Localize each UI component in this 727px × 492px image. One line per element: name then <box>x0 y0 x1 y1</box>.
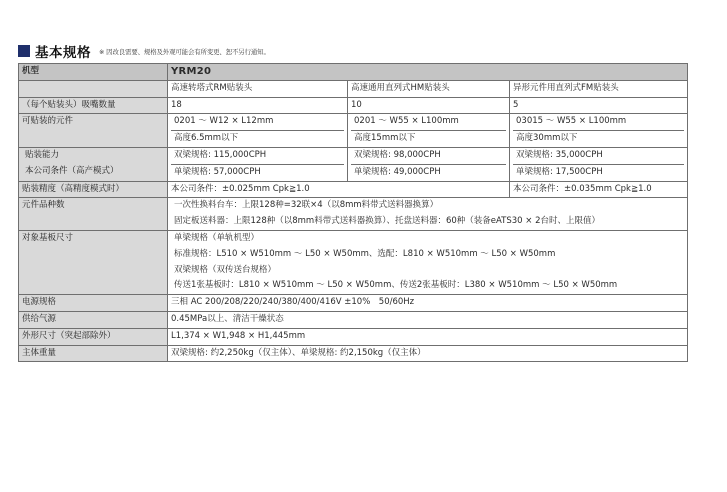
component-cell-hm <box>348 114 510 148</box>
component-height-fm: 高度30mm以下 <box>513 130 684 147</box>
capability-dual-rm: 双梁规格: 115,000CPH <box>174 149 267 160</box>
head-type-row <box>19 80 688 97</box>
component-height-hm: 高度15mm以下 <box>351 130 506 147</box>
air-value: 0.45MPa以上、清洁干燥状态 <box>168 311 688 328</box>
component-size-rm: 0201 ～ W12 × L12mm <box>174 116 274 127</box>
accuracy-label: 贴装精度（高精度模式时） <box>19 181 168 198</box>
head-type-hm: 高速通用直列式HM贴装头 <box>348 80 510 97</box>
model-row <box>19 64 688 81</box>
head-type-fm: 异形元件用直列式FM贴装头 <box>510 80 688 97</box>
accuracy-row <box>19 181 688 198</box>
varieties-line-2: 固定板送料器：上限128种（以8mm料带式送料器换算）、托盘送料器：60种（装备eATS30 × 2台时、上限值） <box>174 216 600 227</box>
capability-single-rm: 单梁规格: 57,000CPH <box>171 164 344 181</box>
capability-cell-rm <box>168 147 348 181</box>
capability-single-hm: 单梁规格: 49,000CPH <box>351 164 506 181</box>
component-cell-fm <box>510 114 688 148</box>
varieties-label: 元件品种数 <box>19 198 168 231</box>
power-row <box>19 295 688 312</box>
board-line-3: 双梁规格（双传送台规格） <box>174 264 277 275</box>
air-label: 供给气源 <box>19 311 168 328</box>
nozzle-value-hm: 10 <box>348 97 510 114</box>
component-size-fm: 03015 ～ W55 × L100mm <box>516 116 627 127</box>
capability-row <box>19 147 688 181</box>
board-line-4: 传送1张基板时：L810 × W510mm ～ L50 × W50mm、传送2张基板时：L380 × W510mm ～ L50 × W50mm <box>174 280 618 291</box>
dimensions-label: 外形尺寸（突起部除外） <box>19 328 168 345</box>
capability-dual-hm: 双梁规格: 98,000CPH <box>354 149 441 160</box>
nozzle-value-fm: 5 <box>510 97 688 114</box>
air-row <box>19 311 688 328</box>
capability-single-fm: 单梁规格: 17,500CPH <box>513 164 684 181</box>
board-row <box>19 230 688 294</box>
nozzle-label: （每个贴装头）吸嘴数量 <box>19 97 168 114</box>
nozzle-row <box>19 97 688 114</box>
power-label: 电源规格 <box>19 295 168 312</box>
model-value: YRM20 <box>168 64 688 81</box>
heading-square-icon <box>18 45 30 57</box>
capability-label-cell <box>19 147 168 181</box>
capability-condition-label: 本公司条件（高产模式） <box>25 166 119 177</box>
capability-cell-hm <box>348 147 510 181</box>
varieties-line-1: 一次性换料台车：上限128种=32联×4（以8mm料带式送料器换算） <box>174 200 439 211</box>
weight-value: 双梁规格: 约2,250kg（仅主体）、单梁规格: 约2,150kg（仅主体） <box>168 345 688 362</box>
power-value: 三相 AC 200/208/220/240/380/400/416V ±10% 50/60Hz <box>168 295 688 312</box>
board-line-1: 单梁规格（单轨机型） <box>174 232 260 243</box>
accuracy-value-fm: 本公司条件：±0.035mm Cpk≧1.0 <box>510 181 688 198</box>
weight-label: 主体重量 <box>19 345 168 362</box>
component-size-hm: 0201 ～ W55 × L100mm <box>354 116 459 127</box>
board-cell <box>168 230 688 294</box>
section-title: 基本规格 <box>35 45 91 61</box>
capability-cell-fm <box>510 147 688 181</box>
section-heading <box>18 42 270 60</box>
model-label: 机型 <box>19 64 168 81</box>
component-height-rm: 高度6.5mm以下 <box>171 130 344 147</box>
dimensions-row <box>19 328 688 345</box>
component-cell-rm <box>168 114 348 148</box>
capability-label: 贴装能力 <box>25 150 60 161</box>
nozzle-value-rm: 18 <box>168 97 348 114</box>
head-type-rm: 高速转塔式RM贴装头 <box>168 80 348 97</box>
accuracy-value-rm-hm: 本公司条件：±0.025mm Cpk≧1.0 <box>168 181 510 198</box>
component-row <box>19 114 688 148</box>
board-label: 对象基板尺寸 <box>19 230 168 294</box>
section-note: ※ 因改良需要、规格及外观可能会有所变更、恕不另行通知。 <box>99 47 270 56</box>
varieties-row <box>19 198 688 231</box>
head-type-label-cell <box>19 80 168 97</box>
weight-row <box>19 345 688 362</box>
component-label: 可贴装的元件 <box>19 114 168 148</box>
capability-dual-fm: 双梁规格: 35,000CPH <box>516 149 603 160</box>
dimensions-value: L1,374 × W1,948 × H1,445mm <box>168 328 688 345</box>
varieties-cell <box>168 198 688 231</box>
spec-table <box>18 63 688 362</box>
board-line-2: 标准规格：L510 × W510mm ～ L50 × W50mm、选配：L810 × W510mm ～ L50 × W50mm <box>174 248 556 259</box>
